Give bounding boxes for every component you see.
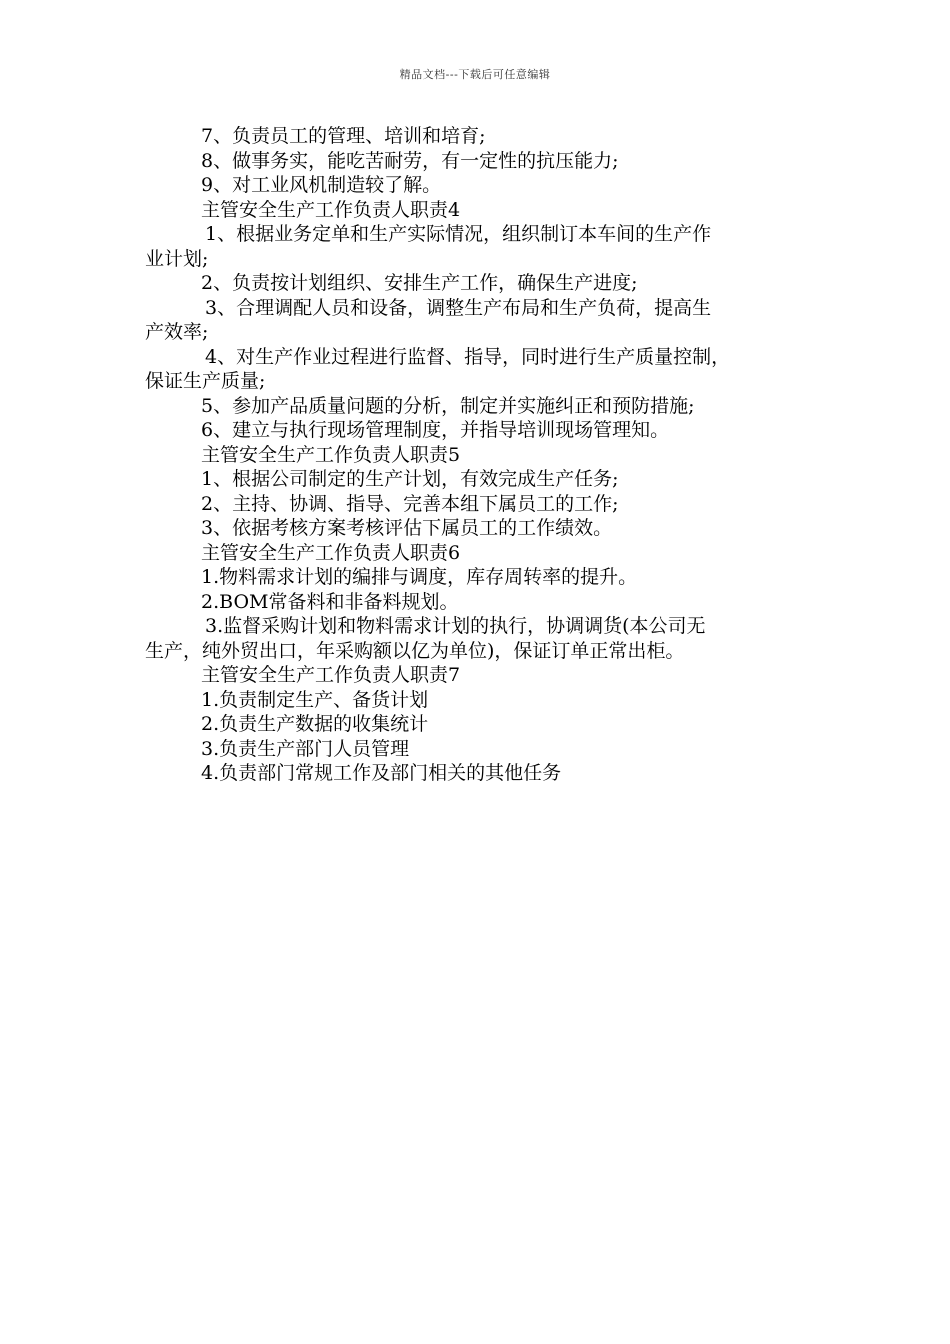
section-heading: 主管安全生产工作负责人职责7 [201,664,461,686]
text-line: 3、合理调配人员和设备，调整生产布局和生产负荷，提高生 [205,296,712,319]
text-line: 2、负责按计划组织、安排生产工作，确保生产进度; [201,272,638,294]
text-line: 2、主持、协调、指导、完善本组下属员工的工作; [201,492,619,515]
text-line: 2.负责生产数据的收集统计 [201,713,429,735]
section-heading: 主管安全生产工作负责人职责6 [201,541,461,564]
text-line: 4、对生产作业过程进行监督、指导，同时进行生产质量控制， [205,345,731,368]
section-heading: 主管安全生产工作负责人职责4 [201,198,461,221]
text-line: 生产，纯外贸出口，年采购额以亿为单位)，保证订单正常出柜。 [145,639,685,662]
document-body [145,124,810,786]
text-line: 1.物料需求计划的编排与调度，库存周转率的提升。 [201,566,638,588]
text-line: 6、建立与执行现场管理制度，并指导培训现场管理知。 [201,419,670,441]
text-line: 1、根据公司制定的生产计划，有效完成生产任务; [201,468,619,490]
text-line: 8、做事务实，能吃苦耐劳，有一定性的抗压能力; [201,149,619,172]
text-line: 3.监督采购计划和物料需求计划的执行，协调调货(本公司无 [205,615,706,637]
text-line: 2.BOM常备料和非备料规划。 [201,590,459,613]
text-line: 9、对工业风机制造较了解。 [201,174,442,196]
text-line: 1.负责制定生产、备货计划 [201,688,429,711]
page-header: 精品文档---下载后可任意编辑 [399,68,551,81]
text-line: 业计划; [145,247,209,270]
text-line: 3、依据考核方案考核评估下属员工的工作绩效。 [201,517,613,539]
text-line: 4.负责部门常规工作及部门相关的其他任务 [201,762,562,784]
text-line: 1、根据业务定单和生产实际情况，组织制订本车间的生产作 [205,223,712,245]
text-line: 产效率; [145,321,209,343]
section-heading: 主管安全生产工作负责人职责5 [201,443,461,466]
text-line: 7、负责员工的管理、培训和培育; [201,125,486,147]
text-line: 3.负责生产部门人员管理 [201,737,410,760]
text-line: 5、参加产品质量问题的分析，制定并实施纠正和预防措施; [201,394,695,417]
text-line: 保证生产质量; [145,370,266,392]
